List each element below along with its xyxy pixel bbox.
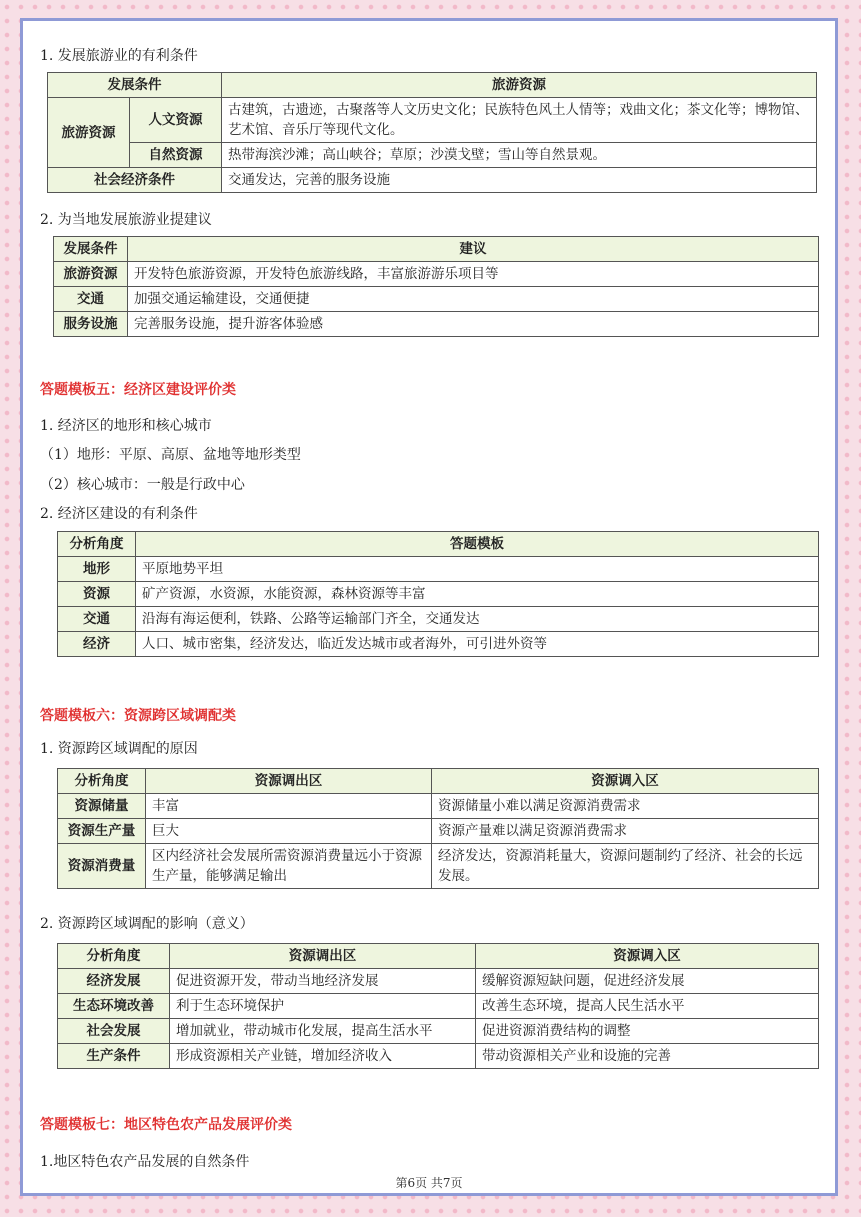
tourism-conditions-table [47, 72, 817, 193]
table-header-row [58, 769, 819, 794]
table-row [58, 794, 819, 819]
table-header-row [58, 944, 819, 969]
table-row [58, 607, 819, 632]
table-header-cell: 发展条件 [54, 237, 128, 262]
row-out-text: 利于生态环境保护 [170, 994, 476, 1019]
template-heading: 答题模板七：地区特色农产品发展评价类 [40, 1117, 292, 1133]
text-line: （1）地形：平原、高原、盆地等地形类型 [40, 447, 301, 463]
document-page [20, 18, 838, 1196]
table-row [54, 262, 819, 287]
table-header-cell: 分析角度 [58, 944, 170, 969]
row-out-text: 形成资源相关产业链，增加经济收入 [170, 1044, 476, 1069]
template-heading: 答题模板五：经济区建设评价类 [40, 382, 236, 398]
row-text: 加强交通运输建设，交通便捷 [128, 287, 819, 312]
row-label: 地形 [58, 557, 136, 582]
row-label: 旅游资源 [54, 262, 128, 287]
row-label: 生态环境改善 [58, 994, 170, 1019]
row-in-text: 改善生态环境，提高人民生活水平 [476, 994, 819, 1019]
table-header-cell: 答题模板 [136, 532, 819, 557]
row-in-text: 资源产量难以满足资源消费需求 [432, 819, 819, 844]
table-row [58, 844, 819, 889]
template-heading: 答题模板六：资源跨区域调配类 [40, 708, 236, 724]
page-footer: 第6页 共7页 [395, 1176, 463, 1190]
row-label: 社会发展 [58, 1019, 170, 1044]
table-row [58, 557, 819, 582]
row-label: 资源储量 [58, 794, 146, 819]
table-header-row [58, 532, 819, 557]
section-title: 1. 发展旅游业的有利条件 [40, 48, 198, 64]
row-text: 开发特色旅游资源，开发特色旅游线路，丰富旅游游乐项目等 [128, 262, 819, 287]
row-out-text: 区内经济社会发展所需资源消费量远小于资源生产量，能够满足输出 [146, 844, 432, 889]
table-header-cell: 分析角度 [58, 532, 136, 557]
section-title: 2. 为当地发展旅游业提建议 [40, 212, 212, 228]
table-header-cell: 资源调入区 [476, 944, 819, 969]
row-text: 矿产资源，水资源，水能资源，森林资源等丰富 [136, 582, 819, 607]
table-header-cell: 建议 [128, 237, 819, 262]
table-header-cell: 发展条件 [48, 73, 222, 98]
table-header-cell: 资源调入区 [432, 769, 819, 794]
table-row [48, 98, 817, 143]
row-out-text: 增加就业，带动城市化发展，提高生活水平 [170, 1019, 476, 1044]
row-in-text: 促进资源消费结构的调整 [476, 1019, 819, 1044]
row-label: 人文资源 [130, 98, 222, 143]
economic-zone-table [57, 531, 819, 657]
row-group-label: 旅游资源 [48, 98, 130, 168]
table-row [58, 632, 819, 657]
table-row [48, 168, 817, 193]
table-row [58, 994, 819, 1019]
table-row [58, 1044, 819, 1069]
table-row [54, 312, 819, 337]
row-label: 资源生产量 [58, 819, 146, 844]
table-header-row [54, 237, 819, 262]
resource-transfer-causes-table [57, 768, 819, 889]
row-label: 服务设施 [54, 312, 128, 337]
row-label: 交通 [58, 607, 136, 632]
table-header-row [48, 73, 817, 98]
table-header-cell: 分析角度 [58, 769, 146, 794]
text-line: （2）核心城市：一般是行政中心 [40, 477, 245, 493]
row-text: 完善服务设施，提升游客体验感 [128, 312, 819, 337]
table-row [58, 819, 819, 844]
row-out-text: 丰富 [146, 794, 432, 819]
row-text: 热带海滨沙滩；高山峡谷；草原；沙漠戈壁；雪山等自然景观。 [222, 143, 817, 168]
row-label: 生产条件 [58, 1044, 170, 1069]
row-text: 古建筑，古遗迹，古聚落等人文历史文化；民族特色风土人情等；戏曲文化；茶文化等；博物馆、艺术馆、音乐厅等现代文化。 [222, 98, 817, 143]
table-row [54, 287, 819, 312]
table-row [48, 143, 817, 168]
text-line: 2. 资源跨区域调配的影响（意义） [40, 916, 254, 932]
row-label: 资源 [58, 582, 136, 607]
row-in-text: 缓解资源短缺问题，促进经济发展 [476, 969, 819, 994]
resource-transfer-effects-table [57, 943, 819, 1069]
row-in-text: 经济发达，资源消耗量大，资源问题制约了经济、社会的长远发展。 [432, 844, 819, 889]
row-label: 经济发展 [58, 969, 170, 994]
table-row [58, 582, 819, 607]
table-header-cell: 资源调出区 [170, 944, 476, 969]
row-label: 资源消费量 [58, 844, 146, 889]
row-text: 交通发达，完善的服务设施 [222, 168, 817, 193]
row-label: 社会经济条件 [48, 168, 222, 193]
table-row [58, 969, 819, 994]
table-header-cell: 旅游资源 [222, 73, 817, 98]
text-line: 2. 经济区建设的有利条件 [40, 506, 198, 522]
table-row [58, 1019, 819, 1044]
tourism-suggestions-table [53, 236, 819, 337]
text-line: 1.地区特色农产品发展的自然条件 [40, 1154, 250, 1170]
row-out-text: 巨大 [146, 819, 432, 844]
row-out-text: 促进资源开发，带动当地经济发展 [170, 969, 476, 994]
row-in-text: 带动资源相关产业和设施的完善 [476, 1044, 819, 1069]
row-label: 自然资源 [130, 143, 222, 168]
text-line: 1. 经济区的地形和核心城市 [40, 418, 212, 434]
text-line: 1. 资源跨区域调配的原因 [40, 741, 198, 757]
row-label: 交通 [54, 287, 128, 312]
row-text: 沿海有海运便利，铁路、公路等运输部门齐全，交通发达 [136, 607, 819, 632]
row-text: 人口、城市密集，经济发达，临近发达城市或者海外，可引进外资等 [136, 632, 819, 657]
table-header-cell: 资源调出区 [146, 769, 432, 794]
row-in-text: 资源储量小难以满足资源消费需求 [432, 794, 819, 819]
row-text: 平原地势平坦 [136, 557, 819, 582]
row-label: 经济 [58, 632, 136, 657]
